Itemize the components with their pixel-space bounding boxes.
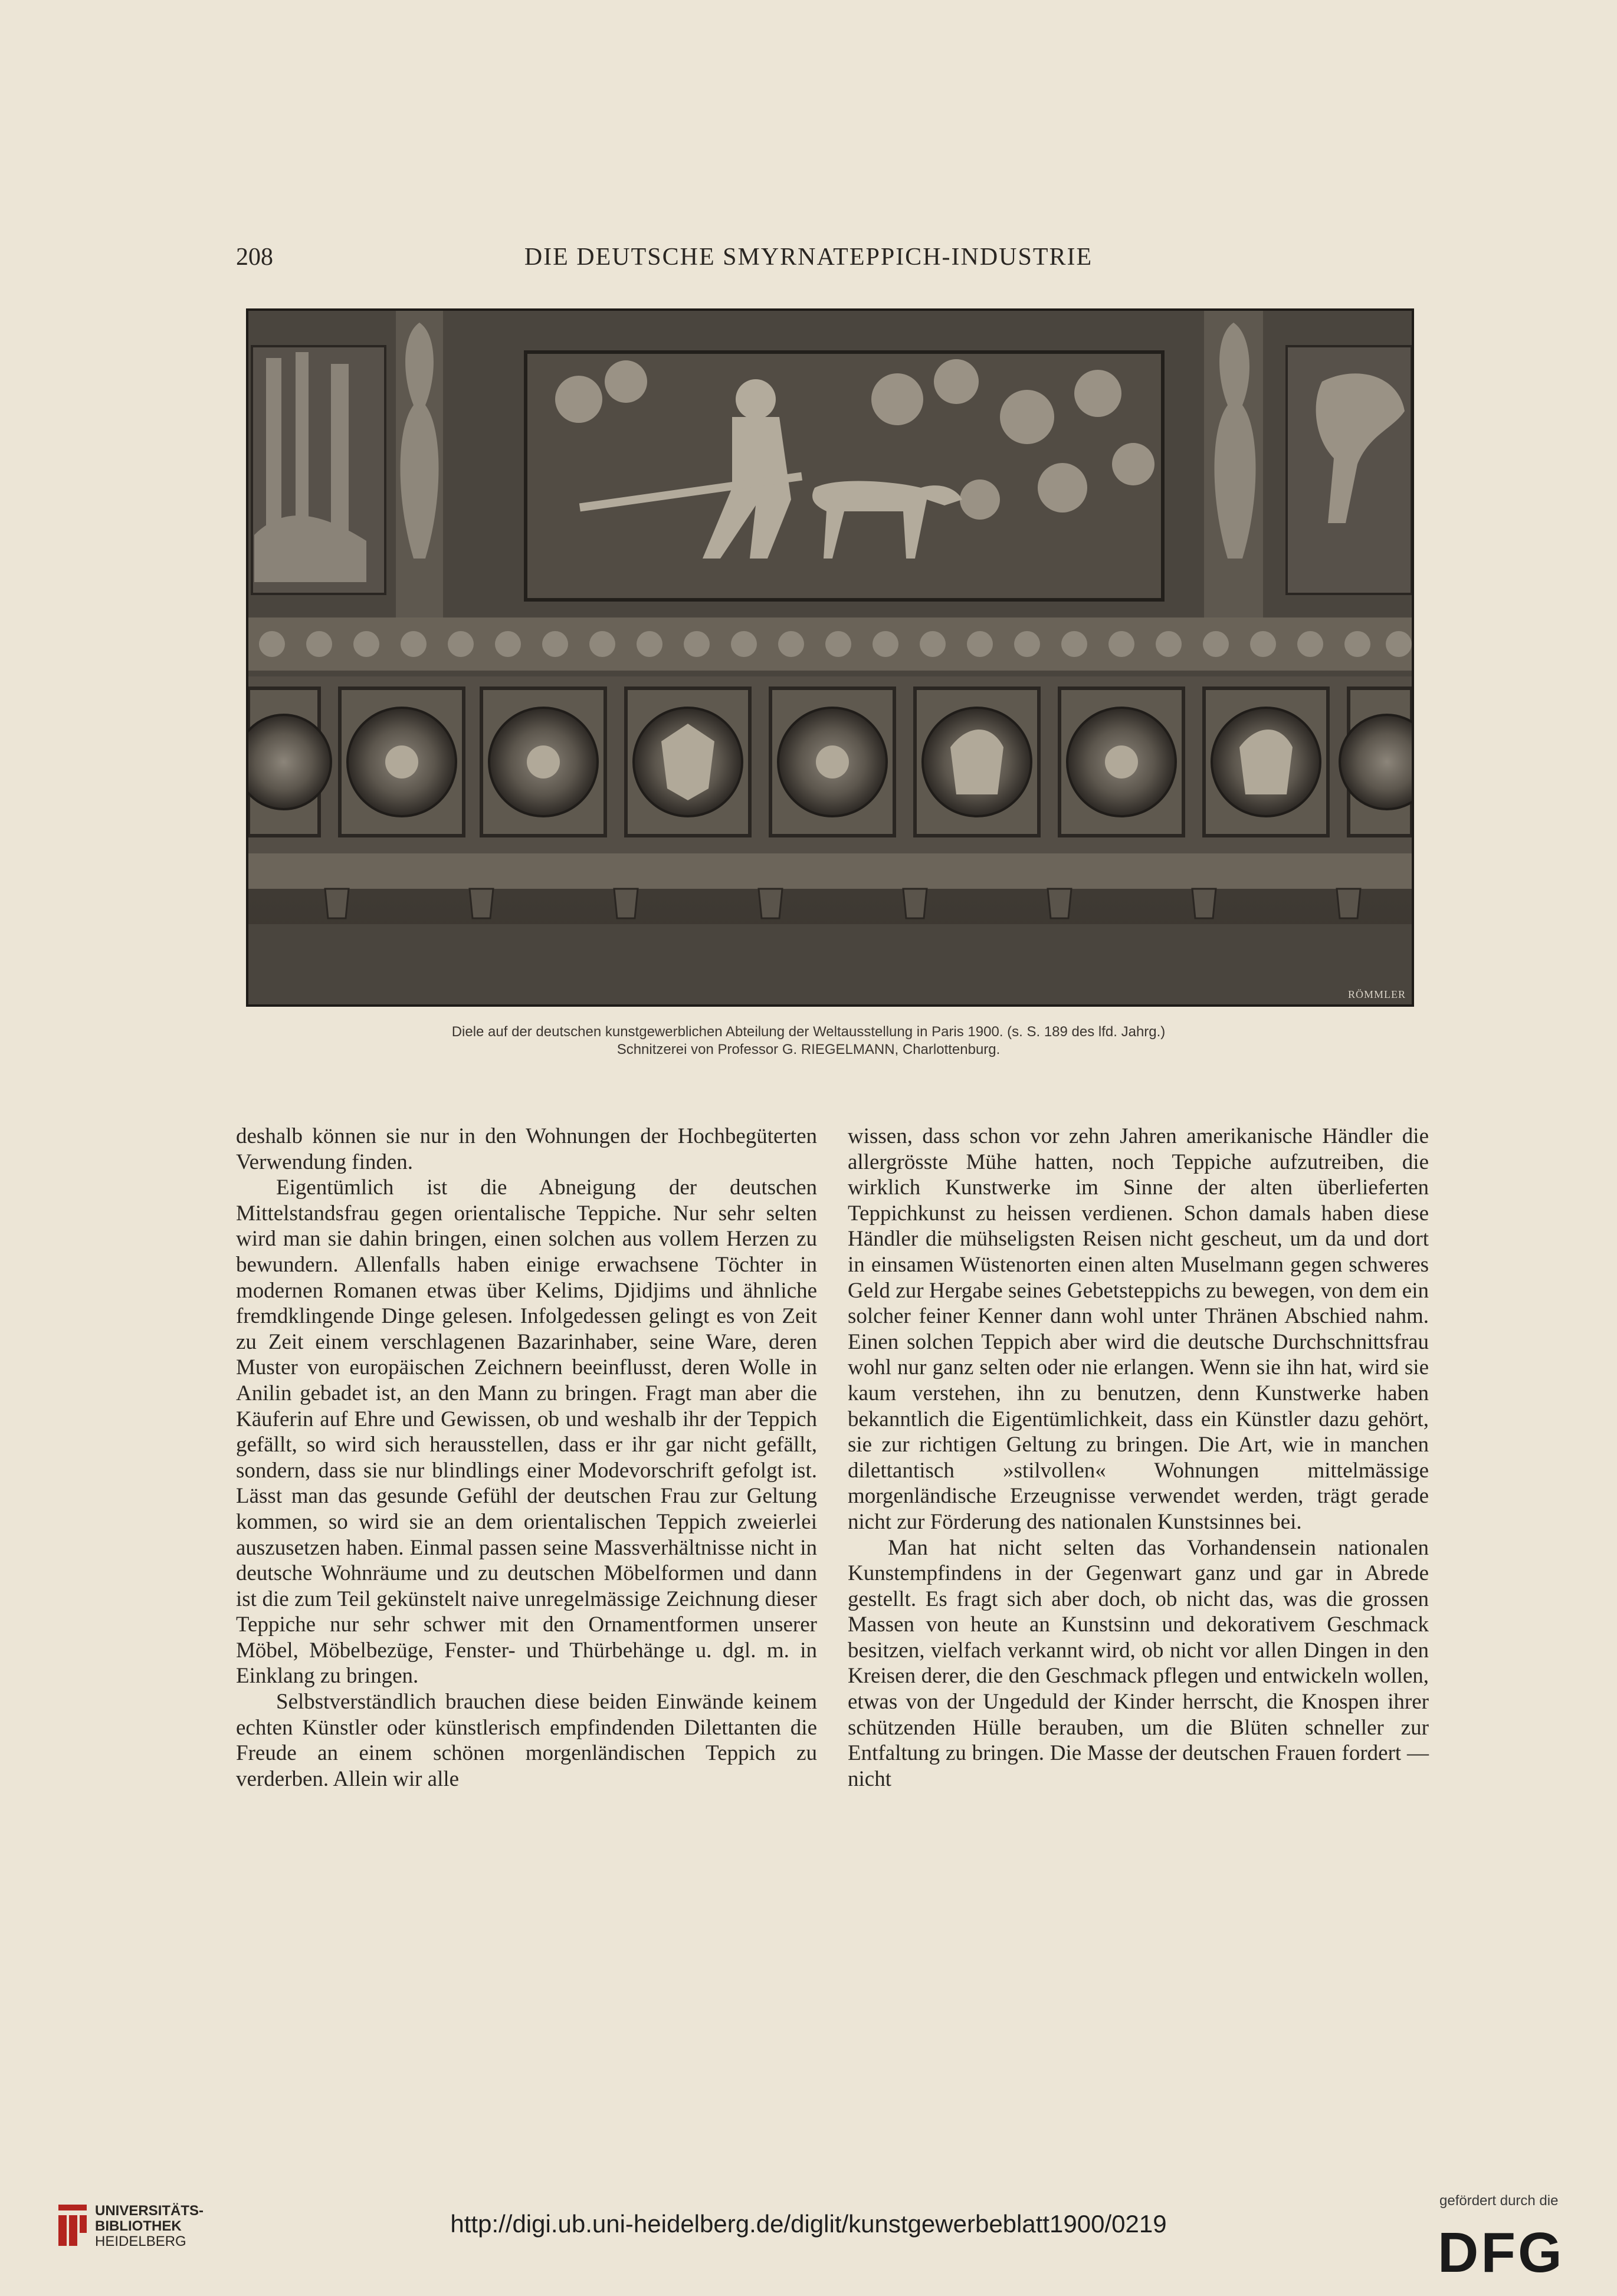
source-url-link[interactable]: http://digi.ub.uni-heidelberg.de/diglit/kunstgewerbeblatt1900/0219 <box>450 2210 1167 2238</box>
library-name-line-2: BIBLIOTHEK <box>95 2218 182 2234</box>
running-title: DIE DEUTSCHE SMYRNATEPPICH-INDUSTRIE <box>524 244 1093 271</box>
dfg-logo[interactable]: DFG <box>1438 2221 1564 2284</box>
carving-illustration <box>248 311 1412 1004</box>
funded-by-label: gefördert durch die <box>1439 2193 1559 2209</box>
right-column <box>848 1124 1429 1792</box>
figure-caption <box>0 1023 1617 1059</box>
page-number: 208 <box>236 244 273 271</box>
paragraph: Eigentümlich ist die Abneigung der deutschen Mittelstandsfrau gegen orientalische Teppiche. Nur sehr selten wird man sie dahin bringen, einen solchen aus vollem Herzen zu bewundern. Allenfalls haben einige erwachsene Töchter in modernen Romanen etwas über Kelims, Djidjims und ähnliche fremdklingende Dinge gelesen. Infolgedessen gelingt es von Zeit zu Zeit einem verschlagenen Bazarinhaber, seine Ware, deren Muster von europäischen Zeichnern beeinflusst, deren Wolle in Anilin gebadet ist, an den Mann zu bringen. Fragt man aber die Käuferin auf Ehre und Gewissen, ob und weshalb ihr der Teppich gefällt, so wird sich herausstellen, dass er ihr gar nicht gefällt, sondern, dass sie nur blindlings einer Modevorschrift gefolgt ist. Lässt man das gesunde Gefühl der deutschen Frau zur Geltung kommen, so wird sie an dem orientalischen Teppich zweierlei auszusetzen haben. Einmal passen seine Massverhältnisse nicht in deutsche Wohnräume und zu deutschen Möbelformen und dann ist die zum Teil gekünstelt naive unregelmässige Zeichnung dieser Teppiche nur sehr schwer mit den Ornamentformen unserer Möbel, Möbelbezüge, Fenster- und Thürbehänge u. dgl. m. in Einklang zu bringen. <box>236 1175 817 1689</box>
caption-line-2: Schnitzerei von Professor G. RIEGELMANN, Charlottenburg. <box>616 1042 1001 1057</box>
caption-line-1: Diele auf der deutschen kunstgewerblichen Abteilung der Weltausstellung in Paris 1900. (s. S. 189 des lfd. Jahrg.) <box>451 1024 1166 1040</box>
photo-credit: RÖMMLER <box>1347 988 1406 1000</box>
paragraph: wissen, dass schon vor zehn Jahren amerikanische Händler die allergrösste Mühe hatten, noch Teppiche aufzutreiben, die wirklich Kunstwerke im Sinne der alten überlieferten Teppichkunst zu heissen verdienen. Schon damals haben diese Händler die mühseligsten Reisen nicht gescheut, um da und dort in einsamen Wüstenorten einen alten Muselmann gegen schweres Geld zur Hergabe seines Gebetsteppichs zu bewegen, von dem ein solcher feiner Kenner dann wohl unter Thränen Abschied nahm. Einen solchen Teppich aber wird die deutsche Durchschnittsfrau wohl nur ganz selten oder nie erlangen. Wenn sie ihn hat, wird sie kaum verstehen, ihn zu benutzen, denn Kunstwerke haben bekanntlich die Eigentümlichkeit, dass ein Künstler dazu gehört, sie zur richtigen Geltung zu bringen. Die Art, wie in manchen dilettantisch »stilvollen« Wohnungen mittelmässige morgenländische Erzeugnisse verwendet werden, trägt gerade nicht zur Förderung des nationalen Kunstsinnes bei. <box>848 1124 1429 1534</box>
paragraph: Man hat nicht selten das Vorhandensein nationalen Kunstempfindens in der Gegenwart ganz und gar in Abrede gestellt. Es fragt sich aber doch, ob nicht das, was die grossen Massen von heute an Kunstsinn und dekorativem Geschmack besitzen, vielfach verkannt wird, ob nicht vor allen Dingen in den Kreisen derer, die den Geschmack pflegen und entwickeln wollen, etwas von der Ungeduld der Kinder herrscht, die Knospen ihrer schützenden Hülle berauben, um die Blüten schneller zur Entfaltung zu bringen. Die Masse der deutschen Frauen fordert — nicht <box>848 1535 1429 1791</box>
paragraph: Selbstverständlich brauchen diese beiden Einwände keinem echten Künstler oder künstlerisch empfindenden Dilettanten die Freude an einem schönen morgenländischen Teppich zu verderben. Allein wir alle <box>236 1690 817 1791</box>
paragraph: deshalb können sie nur in den Wohnungen der Hochbegüterten Verwendung finden. <box>236 1124 817 1174</box>
library-name-line-1: UNIVERSITÄTS- <box>95 2203 204 2219</box>
library-name-line-3: HEIDELBERG <box>95 2233 186 2249</box>
carving-photograph <box>246 308 1414 1007</box>
left-column <box>236 1124 817 1792</box>
